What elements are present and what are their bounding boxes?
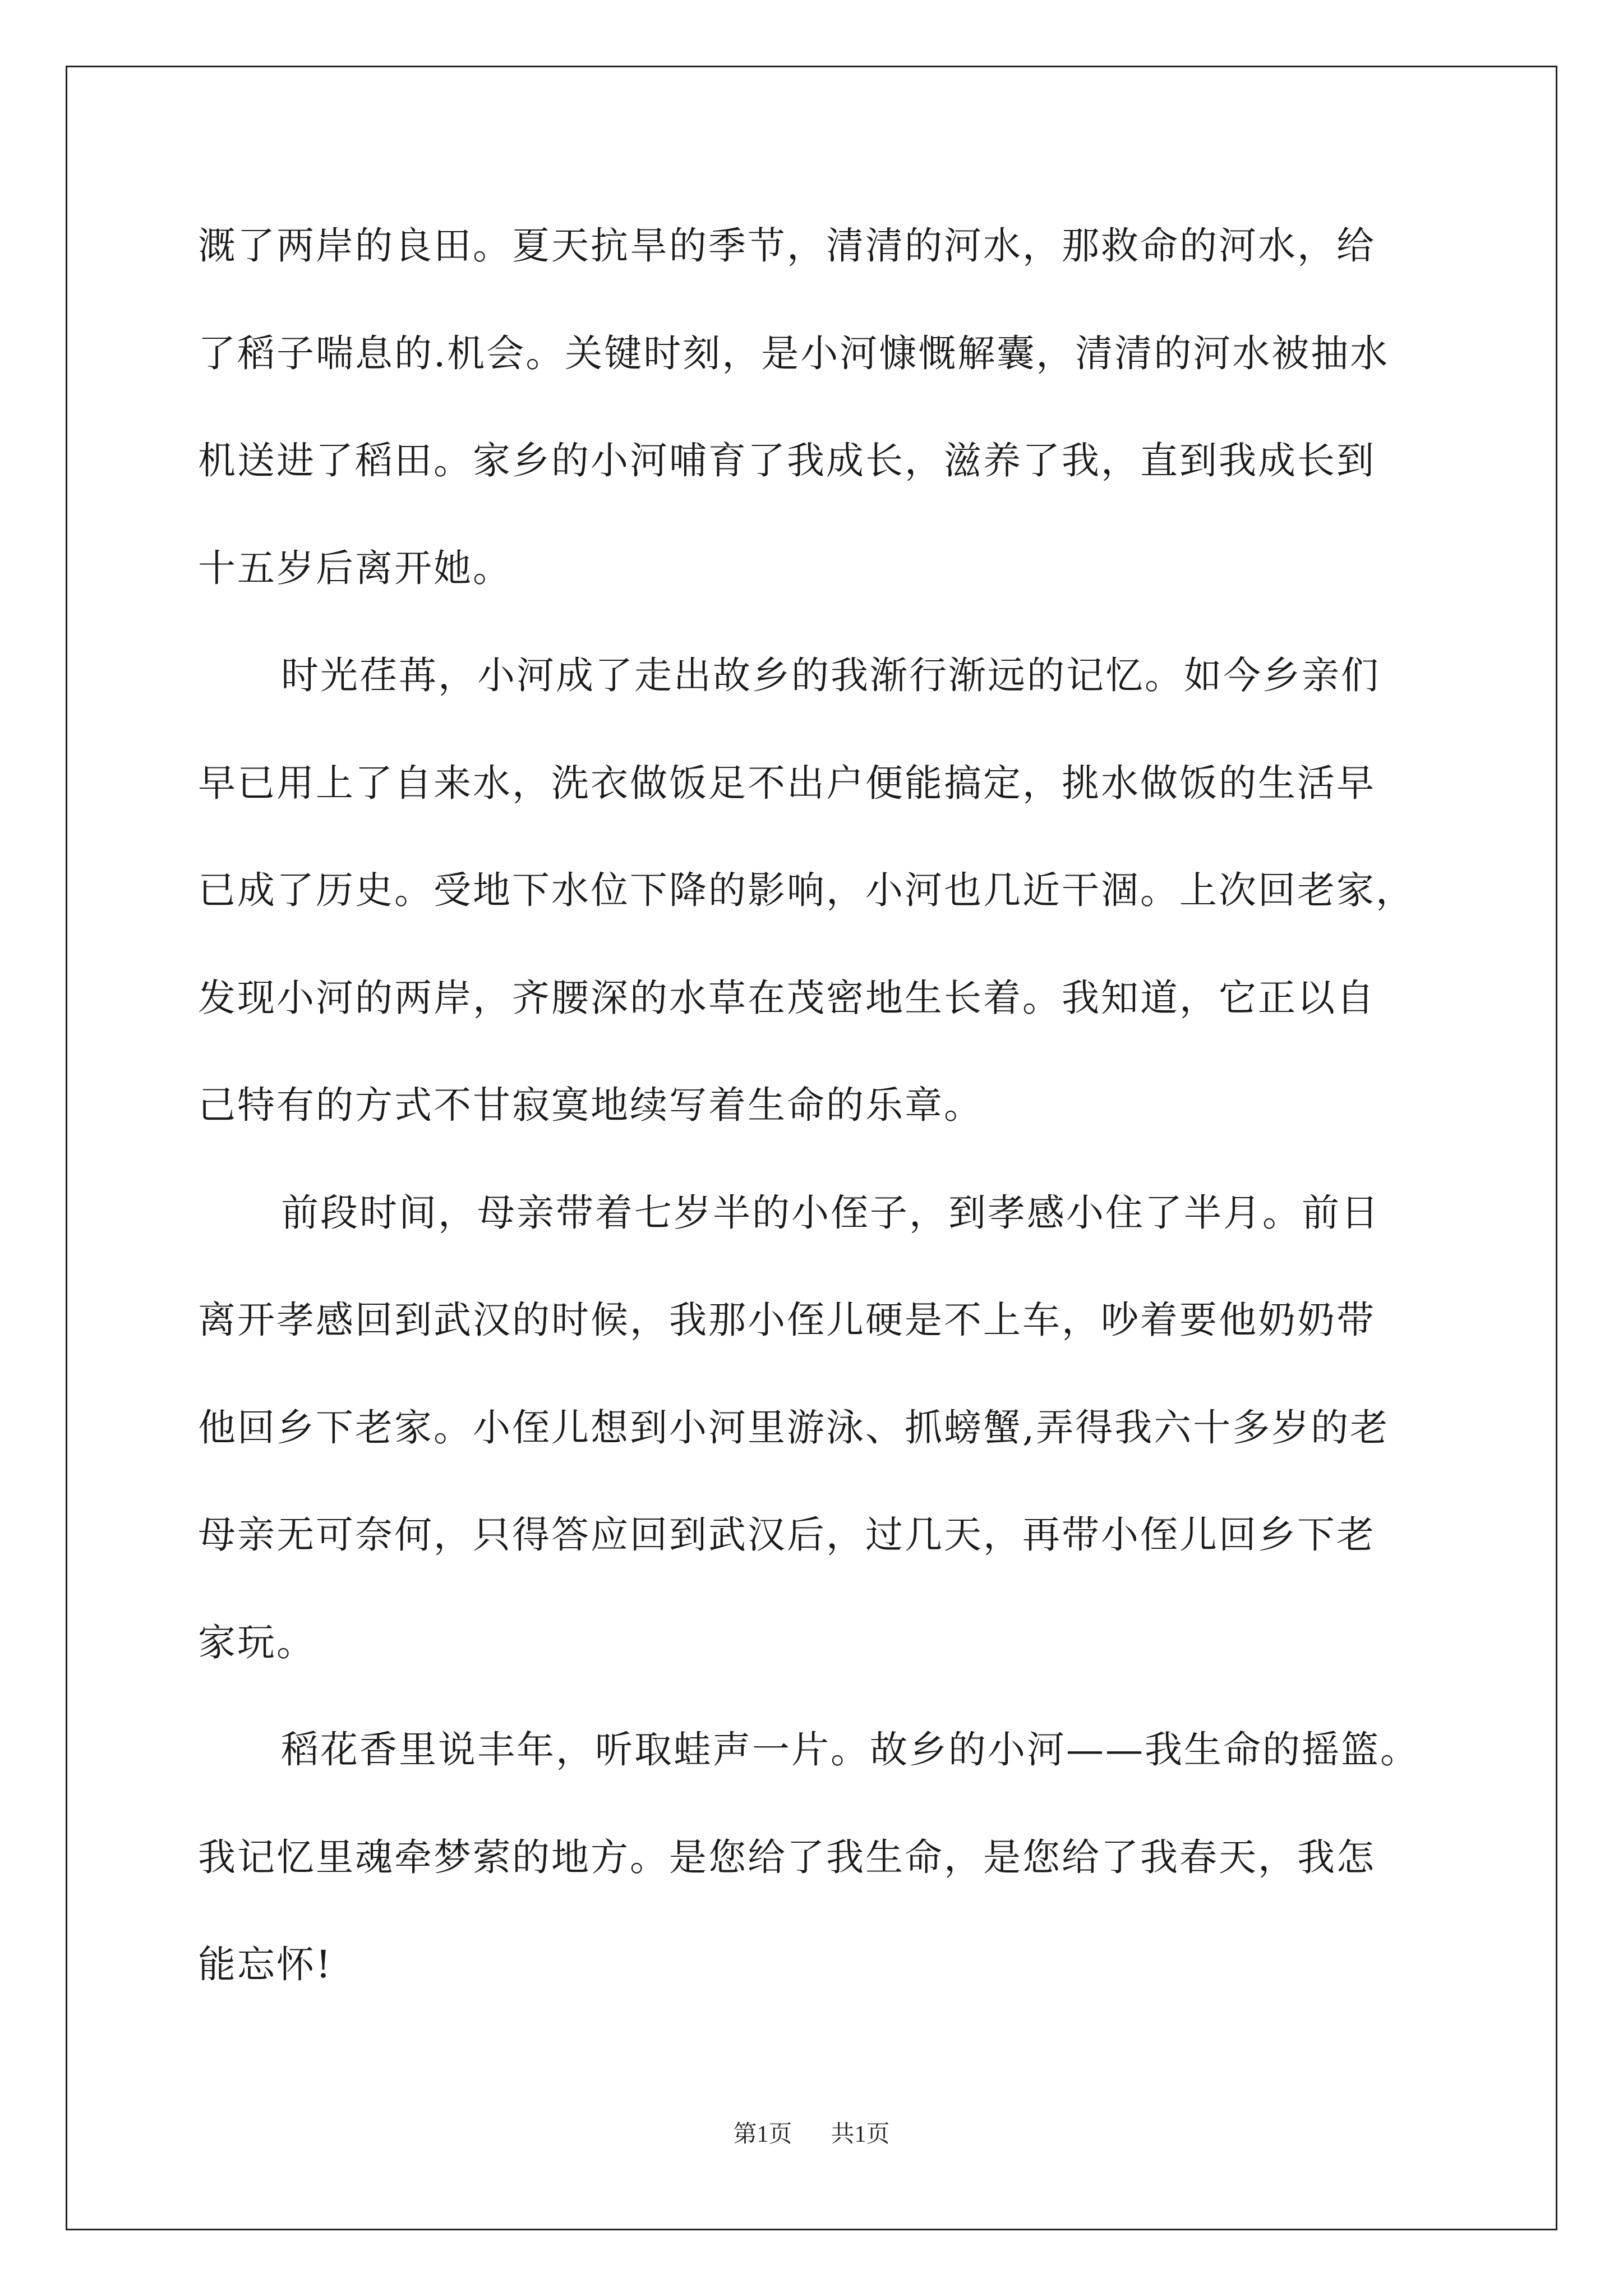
- text-line: 离开孝感回到武汉的时候，我那小侄儿硬是不上车，吵着要他奶奶带: [198, 1298, 1376, 1342]
- text-line: 能忘怀!: [198, 1943, 333, 1986]
- text-line: 早已用上了自来水，洗衣做饭足不出户便能搞定，挑水做饭的生活早: [198, 761, 1376, 805]
- page-number-total: 共1页: [831, 2122, 890, 2147]
- page-footer: [0, 2118, 1623, 2151]
- text-line: 发现小河的两岸，齐腰深的水草在茂密地生长着。我知道，它正以自: [198, 976, 1376, 1020]
- paragraph-first-line: 前段时间，母亲带着七岁半的小侄子，到孝感小住了半月。前日: [281, 1190, 1380, 1235]
- text-line: 了稻子喘息的.机会。关键时刻，是小河慷慨解囊，清清的河水被抽水: [198, 331, 1390, 375]
- text-line: 己特有的方式不甘寂寞地续写着生命的乐章。: [198, 1083, 983, 1127]
- page-number-current: 第1页: [733, 2122, 792, 2147]
- text-line: 我记忆里魂牵梦萦的地方。是您给了我生命，是您给了我春天，我怎: [198, 1835, 1376, 1879]
- text-line: 机送进了稻田。家乡的小河哺育了我成长，滋养了我，直到我成长到: [198, 439, 1376, 482]
- paragraph-first-line: 时光荏苒，小河成了走出故乡的我渐行渐远的记忆。如今乡亲们: [281, 654, 1380, 697]
- text-line: 溉了两岸的良田。夏天抗旱的季节，清清的河水，那救命的河水，给: [198, 224, 1376, 268]
- text-line: 他回乡下老家。小侄儿想到小河里游泳、抓螃蟹,弄得我六十多岁的老: [198, 1405, 1390, 1450]
- text-line: 母亲无可奈何，只得答应回到武汉后，过几天，再带小侄儿回乡下老: [198, 1513, 1376, 1557]
- text-line: 已成了历史。受地下水位下降的影响，小河也几近干涸。上次回老家，: [198, 868, 1415, 912]
- paragraph-first-line: 稻花香里说丰年，听取蛙声一片。故乡的小河——我生命的摇篮。: [281, 1728, 1419, 1772]
- text-line: 家玩。: [198, 1620, 316, 1664]
- document-body: [198, 218, 1443, 2044]
- text-line: 十五岁后离开她。: [198, 546, 512, 590]
